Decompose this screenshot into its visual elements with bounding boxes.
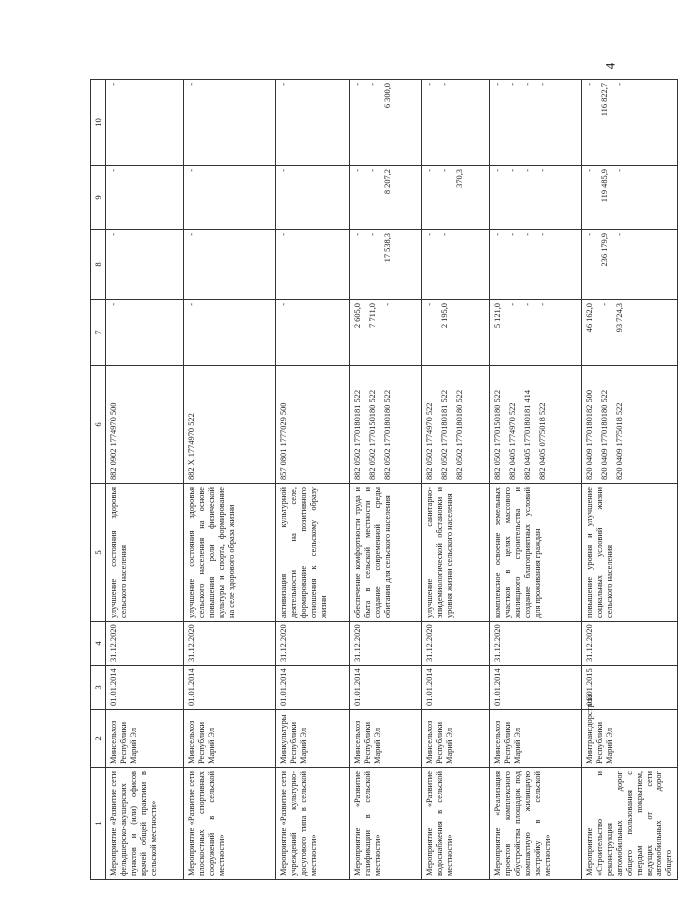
- cell-value: -: [493, 169, 503, 172]
- cell-value: -: [522, 83, 532, 86]
- end-date-cell: 31.12.2020: [490, 622, 582, 666]
- cell-value: -: [522, 169, 532, 172]
- cell-value: -: [187, 83, 197, 86]
- cell-value: -: [585, 83, 595, 86]
- amount-cell-c8: [350, 230, 422, 300]
- start-date-cell: 01.01.2014: [490, 666, 582, 710]
- cell-value: [455, 233, 465, 296]
- expected-result-cell: комплексное освоение земельных участков в целях массового жилищного строительства и создание благоприятных условий для проживания граждан: [490, 484, 582, 622]
- executor-cell: Минсельхоз Республики Марий Эл: [106, 710, 184, 768]
- end-date-cell: 31.12.2020: [106, 622, 184, 666]
- cell-value: -: [353, 83, 363, 86]
- cell-value: -: [368, 83, 378, 86]
- budget-code-cell: [350, 366, 422, 484]
- cell-value: -: [585, 233, 595, 236]
- amount-cell-c8: [582, 230, 678, 300]
- cell-value: -: [425, 169, 435, 172]
- start-date-cell: 01.01.2015: [582, 666, 678, 710]
- amount-cell-c10: [276, 80, 350, 166]
- activity-name-cell: Мероприятие «Строительство и реконструкция автомобильных дорог общего пользования с твердым покрытием, ведущих от сети автомобильных дорог общего: [582, 768, 678, 880]
- cell-value: 5 121,0: [493, 303, 503, 329]
- amount-cell-c10: [350, 80, 422, 166]
- cell-value: -: [109, 233, 119, 236]
- start-date-cell: 01.01.2014: [422, 666, 490, 710]
- amount-cell-c8: [184, 230, 276, 300]
- cell-value: -: [279, 83, 289, 86]
- cell-value: 6 300,0: [382, 83, 392, 109]
- activity-name-cell: Мероприятие «Развитие сети плоскостных спортивных сооружений в сельской местности»: [184, 768, 276, 880]
- cell-value: -: [382, 303, 392, 306]
- cell-value: -: [440, 83, 450, 86]
- amount-cell-c10: [422, 80, 490, 166]
- amount-cell-c7: [106, 300, 184, 366]
- cell-value: -: [187, 303, 197, 306]
- budget-code-cell: [422, 366, 490, 484]
- cell-value: 882 0405 0775018 522: [537, 402, 547, 480]
- cell-value: 2 605,0: [353, 303, 363, 329]
- cell-value: -: [600, 303, 610, 306]
- amount-cell-c7: [490, 300, 582, 366]
- amount-cell-c8: [422, 230, 490, 300]
- cell-value: 7 711,0: [368, 303, 378, 328]
- cell-value: 820 0409 1775018 522: [614, 402, 624, 480]
- cell-value: 820 0409 1770180180 522: [600, 389, 610, 480]
- cell-value: [455, 83, 465, 162]
- amount-cell-c10: [184, 80, 276, 166]
- amount-cell-c7: [422, 300, 490, 366]
- cell-value: 236 179,9: [600, 233, 610, 267]
- cell-value: [455, 303, 465, 362]
- activity-name-cell: Мероприятие «Развитие сети учреждений культурно-досугового типа в сельской местности»: [276, 768, 350, 880]
- column-number-2: 2: [91, 710, 106, 768]
- cell-value: -: [109, 169, 119, 172]
- cell-value: -: [508, 303, 518, 306]
- column-number-7: 7: [91, 300, 106, 366]
- budget-code-cell: [490, 366, 582, 484]
- cell-value: 882 0502 1770180180 522: [454, 389, 464, 480]
- amount-cell-c10: [490, 80, 582, 166]
- cell-value: -: [522, 303, 532, 306]
- expected-result-cell: повышение уровня и улучшение социальных условий жизни сельского населения: [582, 484, 678, 622]
- cell-value: 882 0502 1770180181 522: [353, 389, 363, 480]
- cell-value: -: [493, 83, 503, 86]
- cell-value: 882 0902 1774970 500: [109, 402, 119, 480]
- expected-result-cell: улучшение санитарно-эпидемиологической обстановки и уровня жизни сельского населения: [422, 484, 490, 622]
- cell-value: -: [508, 169, 518, 172]
- cell-value: -: [109, 303, 119, 306]
- activity-name-cell: Мероприятие «Развитие водоснабжения в сельской местности»: [422, 768, 490, 880]
- cell-value: 116 822,7: [600, 83, 610, 117]
- amount-cell-c7: [582, 300, 678, 366]
- table-row: [350, 80, 422, 880]
- executor-cell: Минсельхоз Республики Марий Эл: [350, 710, 422, 768]
- table-row: [422, 80, 490, 880]
- cell-value: -: [614, 233, 624, 236]
- cell-value: -: [440, 169, 450, 172]
- amount-cell-c8: [106, 230, 184, 300]
- amount-cell-c9: [582, 166, 678, 230]
- cell-value: -: [187, 233, 197, 236]
- column-number-10: 10: [91, 80, 106, 166]
- table-row: [490, 80, 582, 880]
- end-date-cell: 31.12.2020: [582, 622, 678, 666]
- column-number-1: 1: [91, 768, 106, 880]
- cell-value: -: [440, 233, 450, 236]
- cell-value: -: [537, 169, 547, 172]
- cell-value: -: [279, 303, 289, 306]
- cell-value: -: [353, 169, 363, 172]
- amount-cell-c8: [276, 230, 350, 300]
- executor-cell: Минсельхоз Республики Марий Эл: [422, 710, 490, 768]
- budget-code-cell: [106, 366, 184, 484]
- cell-value: -: [279, 169, 289, 172]
- cell-value: 857 0801 1777029 500: [279, 402, 289, 480]
- cell-value: -: [522, 233, 532, 236]
- cell-value: -: [614, 83, 624, 86]
- cell-value: 882 0502 1770180181 522: [440, 389, 450, 480]
- cell-value: -: [109, 83, 119, 86]
- cell-value: 882 0405 1770180181 414: [522, 389, 532, 480]
- cell-value: -: [187, 169, 197, 172]
- cell-value: -: [508, 83, 518, 86]
- activity-name-cell: Мероприятие «Реализация проектов комплексного обустройства площадок под компактную жилищную застройку в сельской местности»: [490, 768, 582, 880]
- budget-table: [90, 79, 678, 880]
- cell-value: 820 0409 1770180182 500: [585, 389, 595, 480]
- budget-code-cell: [184, 366, 276, 484]
- amount-cell-c9: [184, 166, 276, 230]
- table-row: [106, 80, 184, 880]
- cell-value: 882 X 1774970 522: [187, 413, 197, 480]
- amount-cell-c10: [582, 80, 678, 166]
- cell-value: -: [425, 303, 435, 306]
- table-row: [582, 80, 678, 880]
- amount-cell-c7: [184, 300, 276, 366]
- cell-value: -: [537, 83, 547, 86]
- column-number-3: 3: [91, 666, 106, 710]
- column-number-row: [91, 80, 106, 880]
- amount-cell-c7: [276, 300, 350, 366]
- amount-cell-c10: [106, 80, 184, 166]
- executor-cell: Минсельхоз Республики Марий Эл: [184, 710, 276, 768]
- cell-value: 882 0405 1774970 522: [508, 402, 518, 480]
- amount-cell-c9: [106, 166, 184, 230]
- amount-cell-c9: [350, 166, 422, 230]
- column-number-6: 6: [91, 366, 106, 484]
- cell-value: -: [368, 233, 378, 236]
- column-number-4: 4: [91, 622, 106, 666]
- end-date-cell: 31.12.2020: [350, 622, 422, 666]
- activity-name-cell: Мероприятие «Развитие газификации в сельской местности»: [350, 768, 422, 880]
- cell-value: -: [537, 303, 547, 306]
- cell-value: -: [493, 233, 503, 236]
- cell-value: 882 0502 1770150180 522: [368, 389, 378, 480]
- cell-value: 370,3: [454, 169, 464, 188]
- cell-value: -: [508, 233, 518, 236]
- cell-value: 17 538,3: [382, 233, 392, 263]
- cell-value: -: [425, 233, 435, 236]
- start-date-cell: 01.01.2014: [276, 666, 350, 710]
- table-row: [276, 80, 350, 880]
- end-date-cell: 31.12.2020: [184, 622, 276, 666]
- expected-result-cell: активизация культурной деятельности на селе, формирование позитивного отношения к сельскому образу жизни: [276, 484, 350, 622]
- amount-cell-c8: [490, 230, 582, 300]
- executor-cell: Минтрансдорстрой Республики Марий Эл: [582, 710, 678, 768]
- amount-cell-c9: [276, 166, 350, 230]
- cell-value: -: [537, 233, 547, 236]
- start-date-cell: 01.01.2014: [106, 666, 184, 710]
- column-number-5: 5: [91, 484, 106, 622]
- expected-result-cell: улучшение состояния здоровья сельского населения: [106, 484, 184, 622]
- cell-value: -: [614, 169, 624, 172]
- rotated-table-container: [90, 75, 674, 880]
- cell-value: -: [368, 169, 378, 172]
- expected-result-cell: обеспечение комфортности труда и быта в сельской местности и создание современной среды обитания для сельского населения: [350, 484, 422, 622]
- end-date-cell: 31.12.2020: [276, 622, 350, 666]
- amount-cell-c7: [350, 300, 422, 366]
- cell-value: 882 0502 1770180180 522: [382, 389, 392, 480]
- expected-result-cell: улучшение состояния здоровья сельского населения на основе повышения роли физической культуры и спорта, формирование на селе здорового образа жизни: [184, 484, 276, 622]
- column-number-9: 9: [91, 166, 106, 230]
- cell-value: -: [279, 233, 289, 236]
- end-date-cell: 31.12.2020: [422, 622, 490, 666]
- cell-value: -: [353, 233, 363, 236]
- amount-cell-c9: [422, 166, 490, 230]
- cell-value: -: [425, 83, 435, 86]
- executor-cell: Минкультуры Республики Марий Эл: [276, 710, 350, 768]
- page-number: 4: [601, 62, 617, 70]
- cell-value: 882 0502 1774970 522: [425, 402, 435, 480]
- start-date-cell: 01.01.2014: [184, 666, 276, 710]
- cell-value: 882 0502 1770150180 522: [493, 389, 503, 480]
- table-row: [184, 80, 276, 880]
- cell-value: -: [585, 169, 595, 172]
- cell-value: 93 724,3: [614, 303, 624, 333]
- budget-code-cell: [276, 366, 350, 484]
- start-date-cell: 01.01.2014: [350, 666, 422, 710]
- activity-name-cell: Мероприятие «Развитие сети фельдшерско-акушерских пунктов и (или) офисов врачей общей практики в сельской местности»: [106, 768, 184, 880]
- budget-code-cell: [582, 366, 678, 484]
- cell-value: 46 162,0: [585, 303, 595, 333]
- executor-cell: Минсельхоз Республики Марий Эл: [490, 710, 582, 768]
- cell-value: 119 485,9: [600, 169, 610, 203]
- column-number-8: 8: [91, 230, 106, 300]
- cell-value: 8 207,2: [382, 169, 392, 195]
- amount-cell-c9: [490, 166, 582, 230]
- cell-value: 2 195,0: [440, 303, 450, 329]
